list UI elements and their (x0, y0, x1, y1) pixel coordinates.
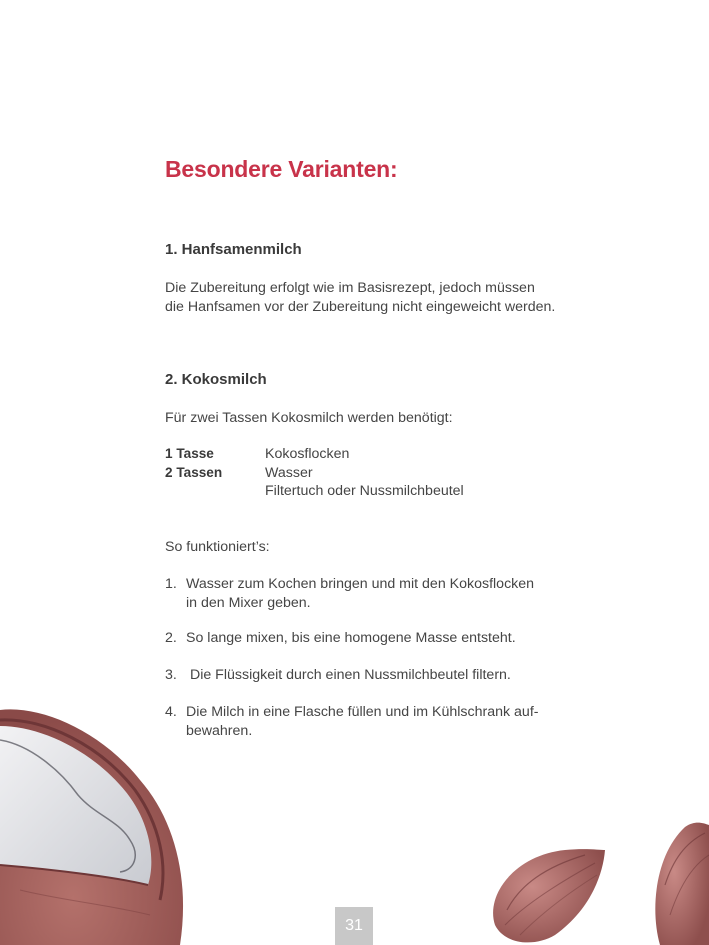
coconut-illustration (0, 700, 200, 945)
section-heading-kokosmilch: 2. Kokosmilch (165, 371, 267, 388)
step-line: in den Mixer geben. (186, 594, 311, 611)
step-line: bewahren. (186, 722, 253, 739)
description-line: die Hanfsamen vor der Zubereitung nicht eingeweicht werden. (165, 298, 556, 315)
hanfsamenmilch-description (165, 279, 585, 316)
step-text (186, 666, 566, 685)
step-line: So lange mixen, bis eine homogene Masse entsteht. (186, 630, 516, 646)
step-text (186, 629, 566, 648)
hazelnut-illustration (485, 815, 709, 945)
ingredient-name: Kokosflocken (265, 446, 350, 462)
page-number-badge (335, 907, 373, 945)
step-line: Die Milch in eine Flasche füllen und im Kühlschrank auf- (186, 704, 539, 720)
ingredient-name: Filtertuch oder Nussmilchbeutel (265, 483, 464, 499)
step-number: 2. (165, 630, 177, 646)
section-heading-hanfsamenmilch: 1. Hanfsamenmilch (165, 241, 302, 258)
page-number: 31 (345, 917, 363, 934)
page-title: Besondere Varianten: (165, 156, 398, 182)
step-number: 3. (165, 667, 177, 683)
how-to-label: So funktioniert’s: (165, 539, 270, 555)
kokosmilch-intro: Für zwei Tassen Kokosmilch werden benötigt: (165, 410, 453, 426)
step-number: 4. (165, 704, 177, 720)
step-line: Die Flüssigkeit durch einen Nussmilchbeutel filtern. (186, 667, 511, 683)
step-line: Wasser zum Kochen bringen und mit den Kokosflocken (186, 576, 535, 592)
ingredient-quantity: 2 Tassen (165, 465, 223, 480)
step-number: 1. (165, 576, 177, 592)
step-text (186, 703, 566, 740)
step-text (186, 575, 566, 612)
description-line: Die Zubereitung erfolgt wie im Basisrezept, jedoch müssen (165, 280, 535, 296)
ingredient-quantity: 1 Tasse (165, 446, 214, 461)
ingredient-name: Wasser (265, 465, 313, 481)
